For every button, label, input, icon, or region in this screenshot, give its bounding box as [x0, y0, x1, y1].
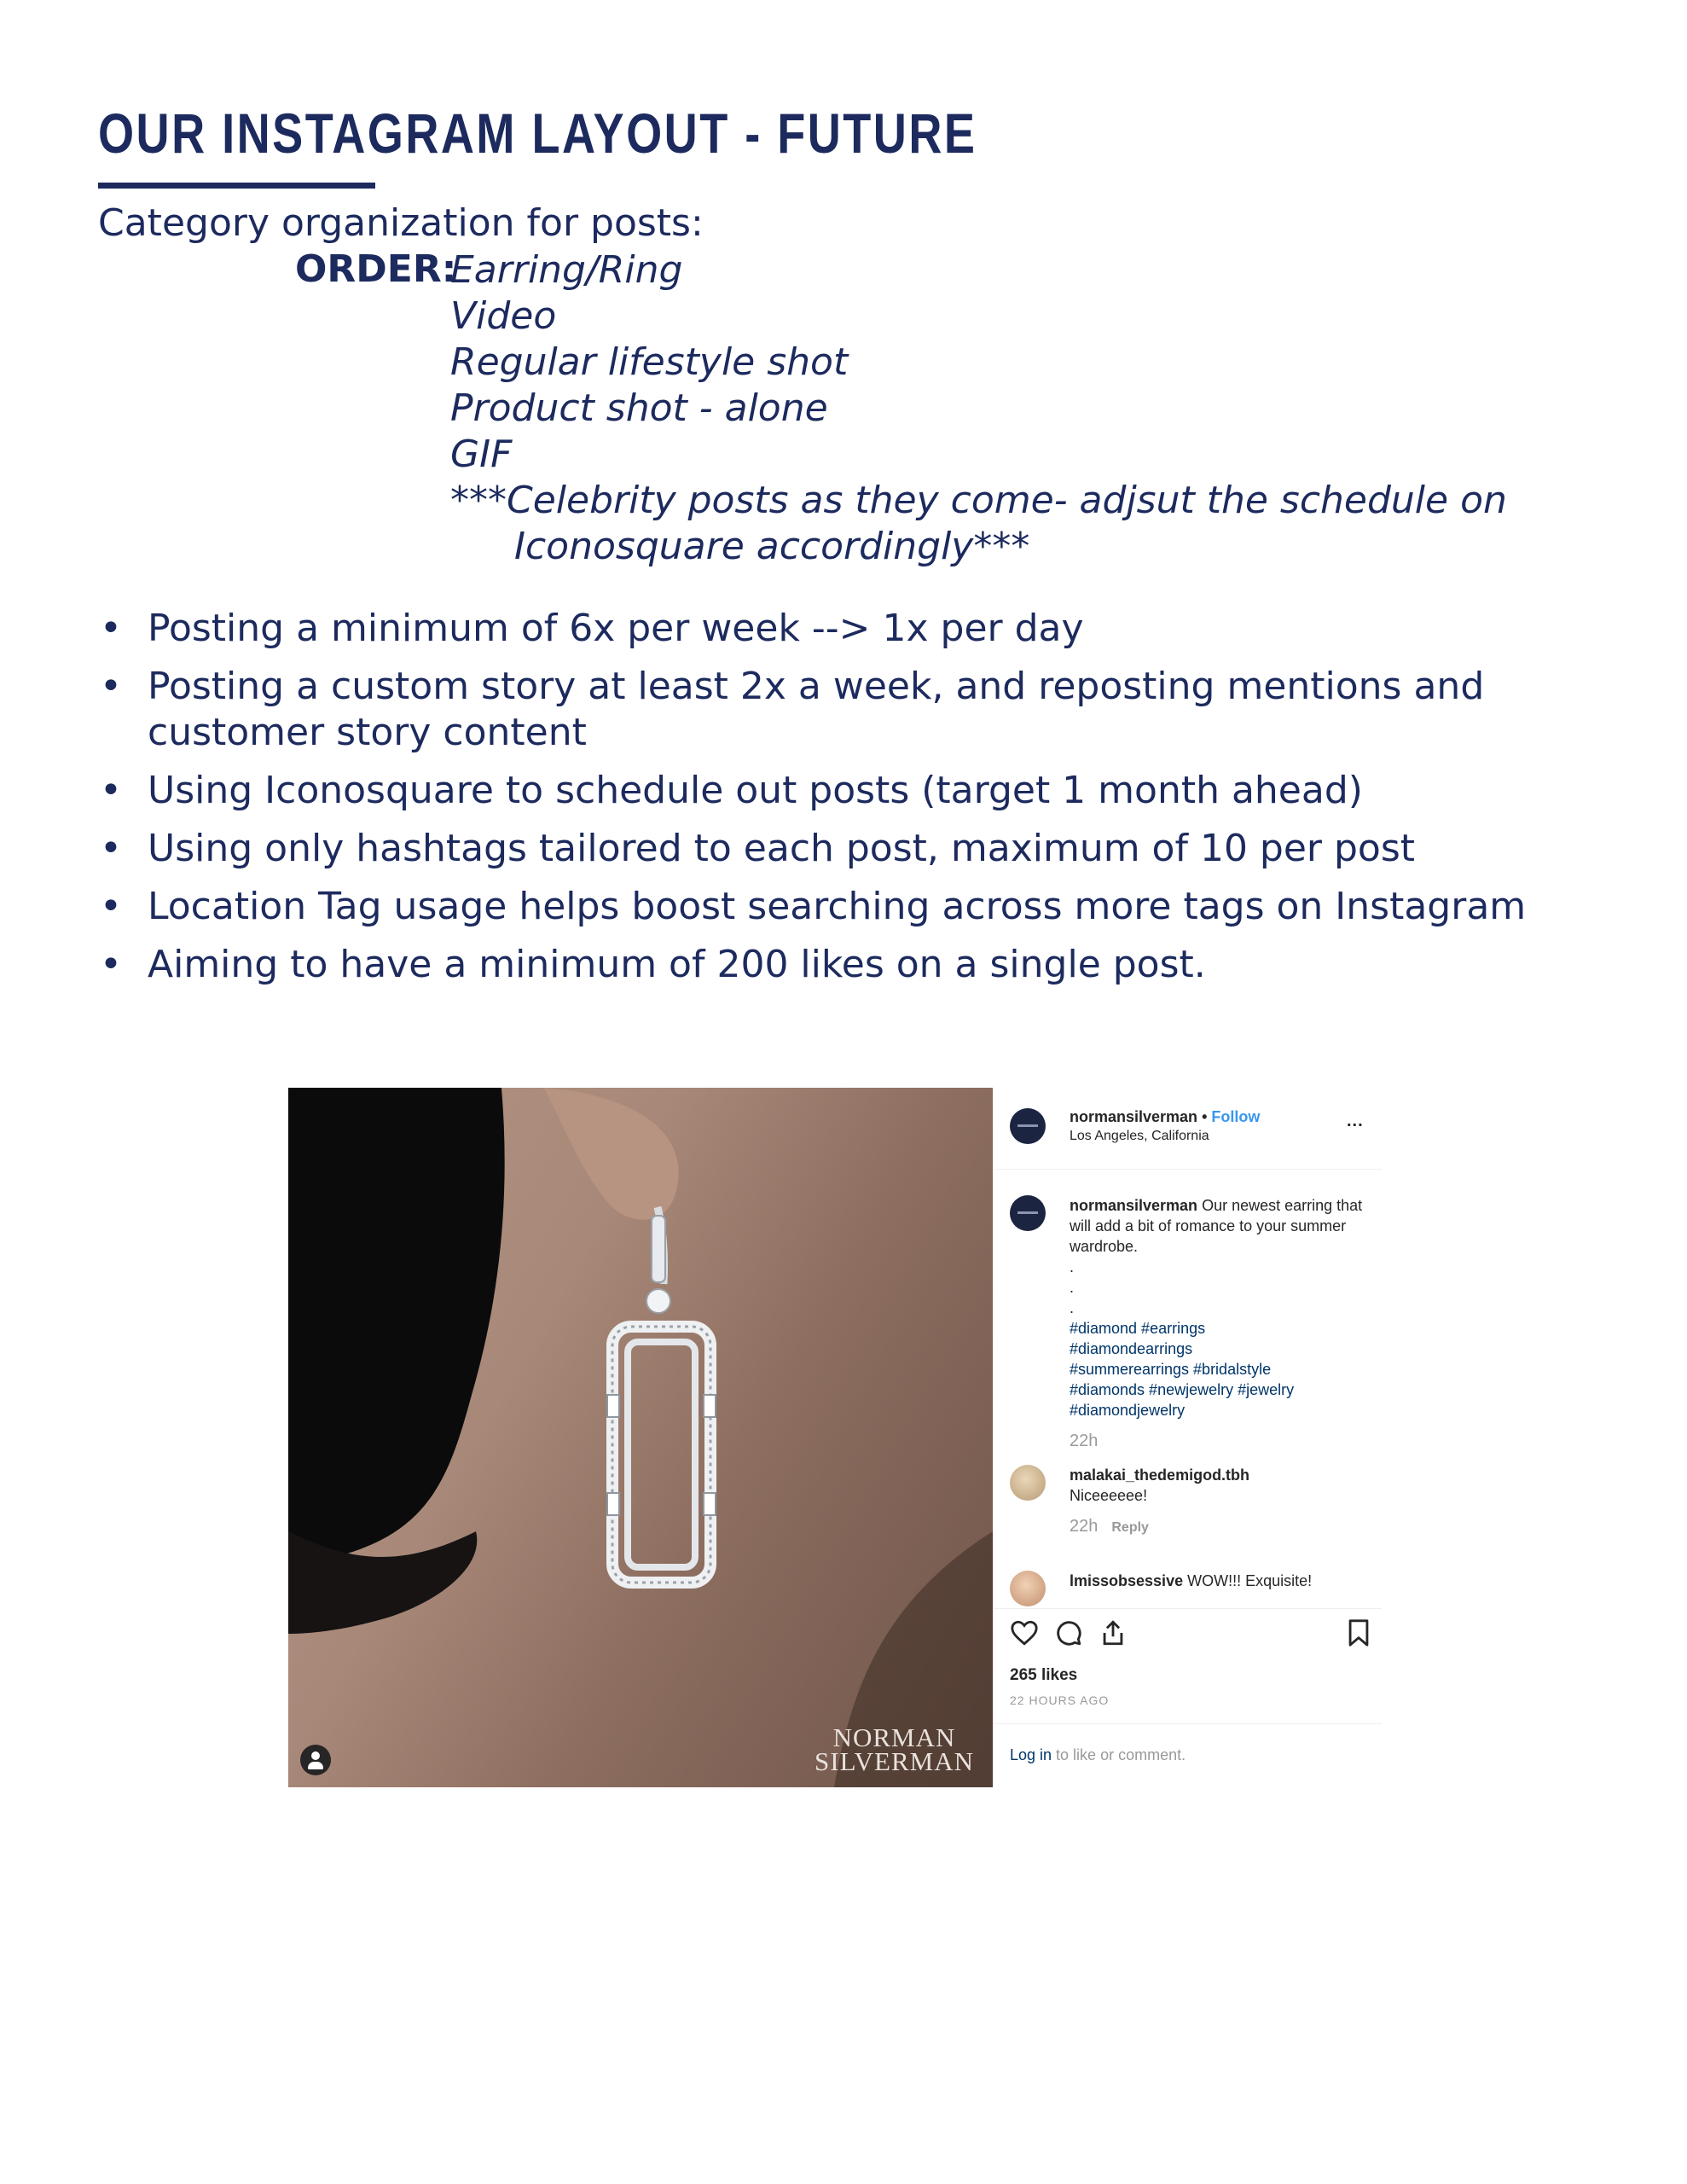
bullet-item: • Aiming to have a minimum of 200 likes on a single post. — [100, 943, 1206, 986]
divider — [993, 1723, 1382, 1724]
bullet-item: • Location Tag usage helps boost searching across more tags on Instagram — [100, 885, 1527, 928]
caption-text: Our newest earring that will add a bit of romance to your summer wardrobe. — [1070, 1197, 1363, 1255]
divider — [993, 1608, 1382, 1609]
reply-button[interactable]: Reply — [1111, 1520, 1149, 1535]
comment-text: Niceeeeee! — [1070, 1487, 1148, 1504]
category-heading: Category organization for posts: — [98, 201, 704, 245]
bullet-dot: • — [100, 885, 122, 928]
post-caption: normansilverman Our newest earring that will add a bit of romance to your summer wardrobe. . . . #diamond #earrings #diamondearrings #summerearrings #bridalstyle #diamonds #newjewelry #jewelry #diamondjewelry 22h — [1070, 1195, 1368, 1451]
hashtag-line[interactable]: #diamond #earrings — [1070, 1320, 1206, 1337]
comment — [1070, 1465, 1249, 1538]
strategy-bullet-list — [98, 606, 1599, 1000]
hashtag-line[interactable]: #diamondearrings — [1070, 1340, 1193, 1357]
caption-username[interactable]: normansilverman — [1070, 1197, 1198, 1214]
bullet-item: • Posting a custom story at least 2x a week, and reposting mentions and customer story content — [100, 665, 1485, 754]
comment-text: WOW!!! Exquisite! — [1187, 1572, 1313, 1589]
order-item: Product shot - alone — [450, 386, 828, 430]
earring-photo-illustration — [288, 1088, 993, 1787]
commenter-avatar[interactable] — [1010, 1571, 1046, 1606]
order-label: ORDER: — [295, 247, 457, 291]
post-photo — [288, 1088, 993, 1787]
bullet-dot: • — [100, 943, 122, 986]
hashtag-line[interactable]: #diamondjewelry — [1070, 1402, 1186, 1419]
bullet-dot: • — [100, 769, 122, 812]
caption-avatar[interactable] — [1010, 1195, 1046, 1231]
bookmark-icon[interactable] — [1344, 1618, 1373, 1647]
bullet-item: • Using only hashtags tailored to each post, maximum of 10 per post — [100, 827, 1416, 870]
order-item: Iconosquare accordingly*** — [514, 525, 1030, 568]
login-prompt: Log in to like or comment. — [1010, 1746, 1186, 1763]
order-item: Regular lifestyle shot — [450, 340, 849, 384]
comment-icon[interactable] — [1054, 1618, 1083, 1647]
comment-timestamp: 22h — [1070, 1517, 1099, 1536]
post-header-user: normansilverman • Follow — [1070, 1108, 1261, 1125]
divider — [993, 1169, 1382, 1170]
more-options-icon[interactable]: ... — [1347, 1112, 1364, 1130]
bullet-dot: • — [100, 827, 122, 870]
hashtag-line[interactable]: #diamonds #newjewelry #jewelry — [1070, 1381, 1295, 1398]
commenter-avatar[interactable] — [1010, 1465, 1046, 1501]
share-icon[interactable] — [1099, 1618, 1128, 1647]
bullet-item: • Using Iconosquare to schedule out posts (target 1 month ahead) — [100, 769, 1363, 812]
instagram-post-screenshot — [288, 1088, 1382, 1787]
order-item: GIF — [450, 433, 513, 476]
bullet-item: • Posting a minimum of 6x per week --> 1x per day — [100, 607, 1084, 650]
page-title: OUR INSTAGRAM LAYOUT - FUTURE — [98, 102, 977, 165]
heart-icon[interactable] — [1010, 1618, 1039, 1647]
follow-button[interactable]: Follow — [1211, 1108, 1261, 1125]
caption-timestamp: 22h — [1070, 1432, 1099, 1450]
profile-avatar[interactable] — [1010, 1108, 1046, 1144]
brand-watermark: NORMAN SILVERMAN — [815, 1722, 974, 1776]
hashtag-line[interactable]: #summerearrings #bridalstyle — [1070, 1361, 1272, 1378]
login-link[interactable]: Log in — [1010, 1746, 1052, 1763]
like-count[interactable]: 265 likes — [1010, 1666, 1078, 1684]
comment-username[interactable]: malakai_thedemigod.tbh — [1070, 1467, 1250, 1484]
bullet-dot: • — [100, 607, 122, 650]
order-item: ***Celebrity posts as they come- adjsut the schedule on — [450, 479, 1507, 522]
bullet-dot: • — [100, 665, 122, 708]
tagged-user-icon[interactable] — [300, 1745, 331, 1775]
post-sidebar — [993, 1088, 1382, 1787]
order-list — [450, 247, 1507, 570]
post-age: 22 HOURS AGO — [1010, 1693, 1110, 1707]
username-link[interactable]: normansilverman — [1070, 1108, 1198, 1125]
location-link[interactable]: Los Angeles, California — [1070, 1129, 1209, 1143]
order-item: Earring/Ring — [450, 248, 683, 292]
comment-username[interactable]: lmissobsessive — [1070, 1572, 1184, 1589]
comment — [1070, 1571, 1312, 1591]
title-underline — [98, 183, 375, 189]
order-item: Video — [450, 294, 557, 338]
